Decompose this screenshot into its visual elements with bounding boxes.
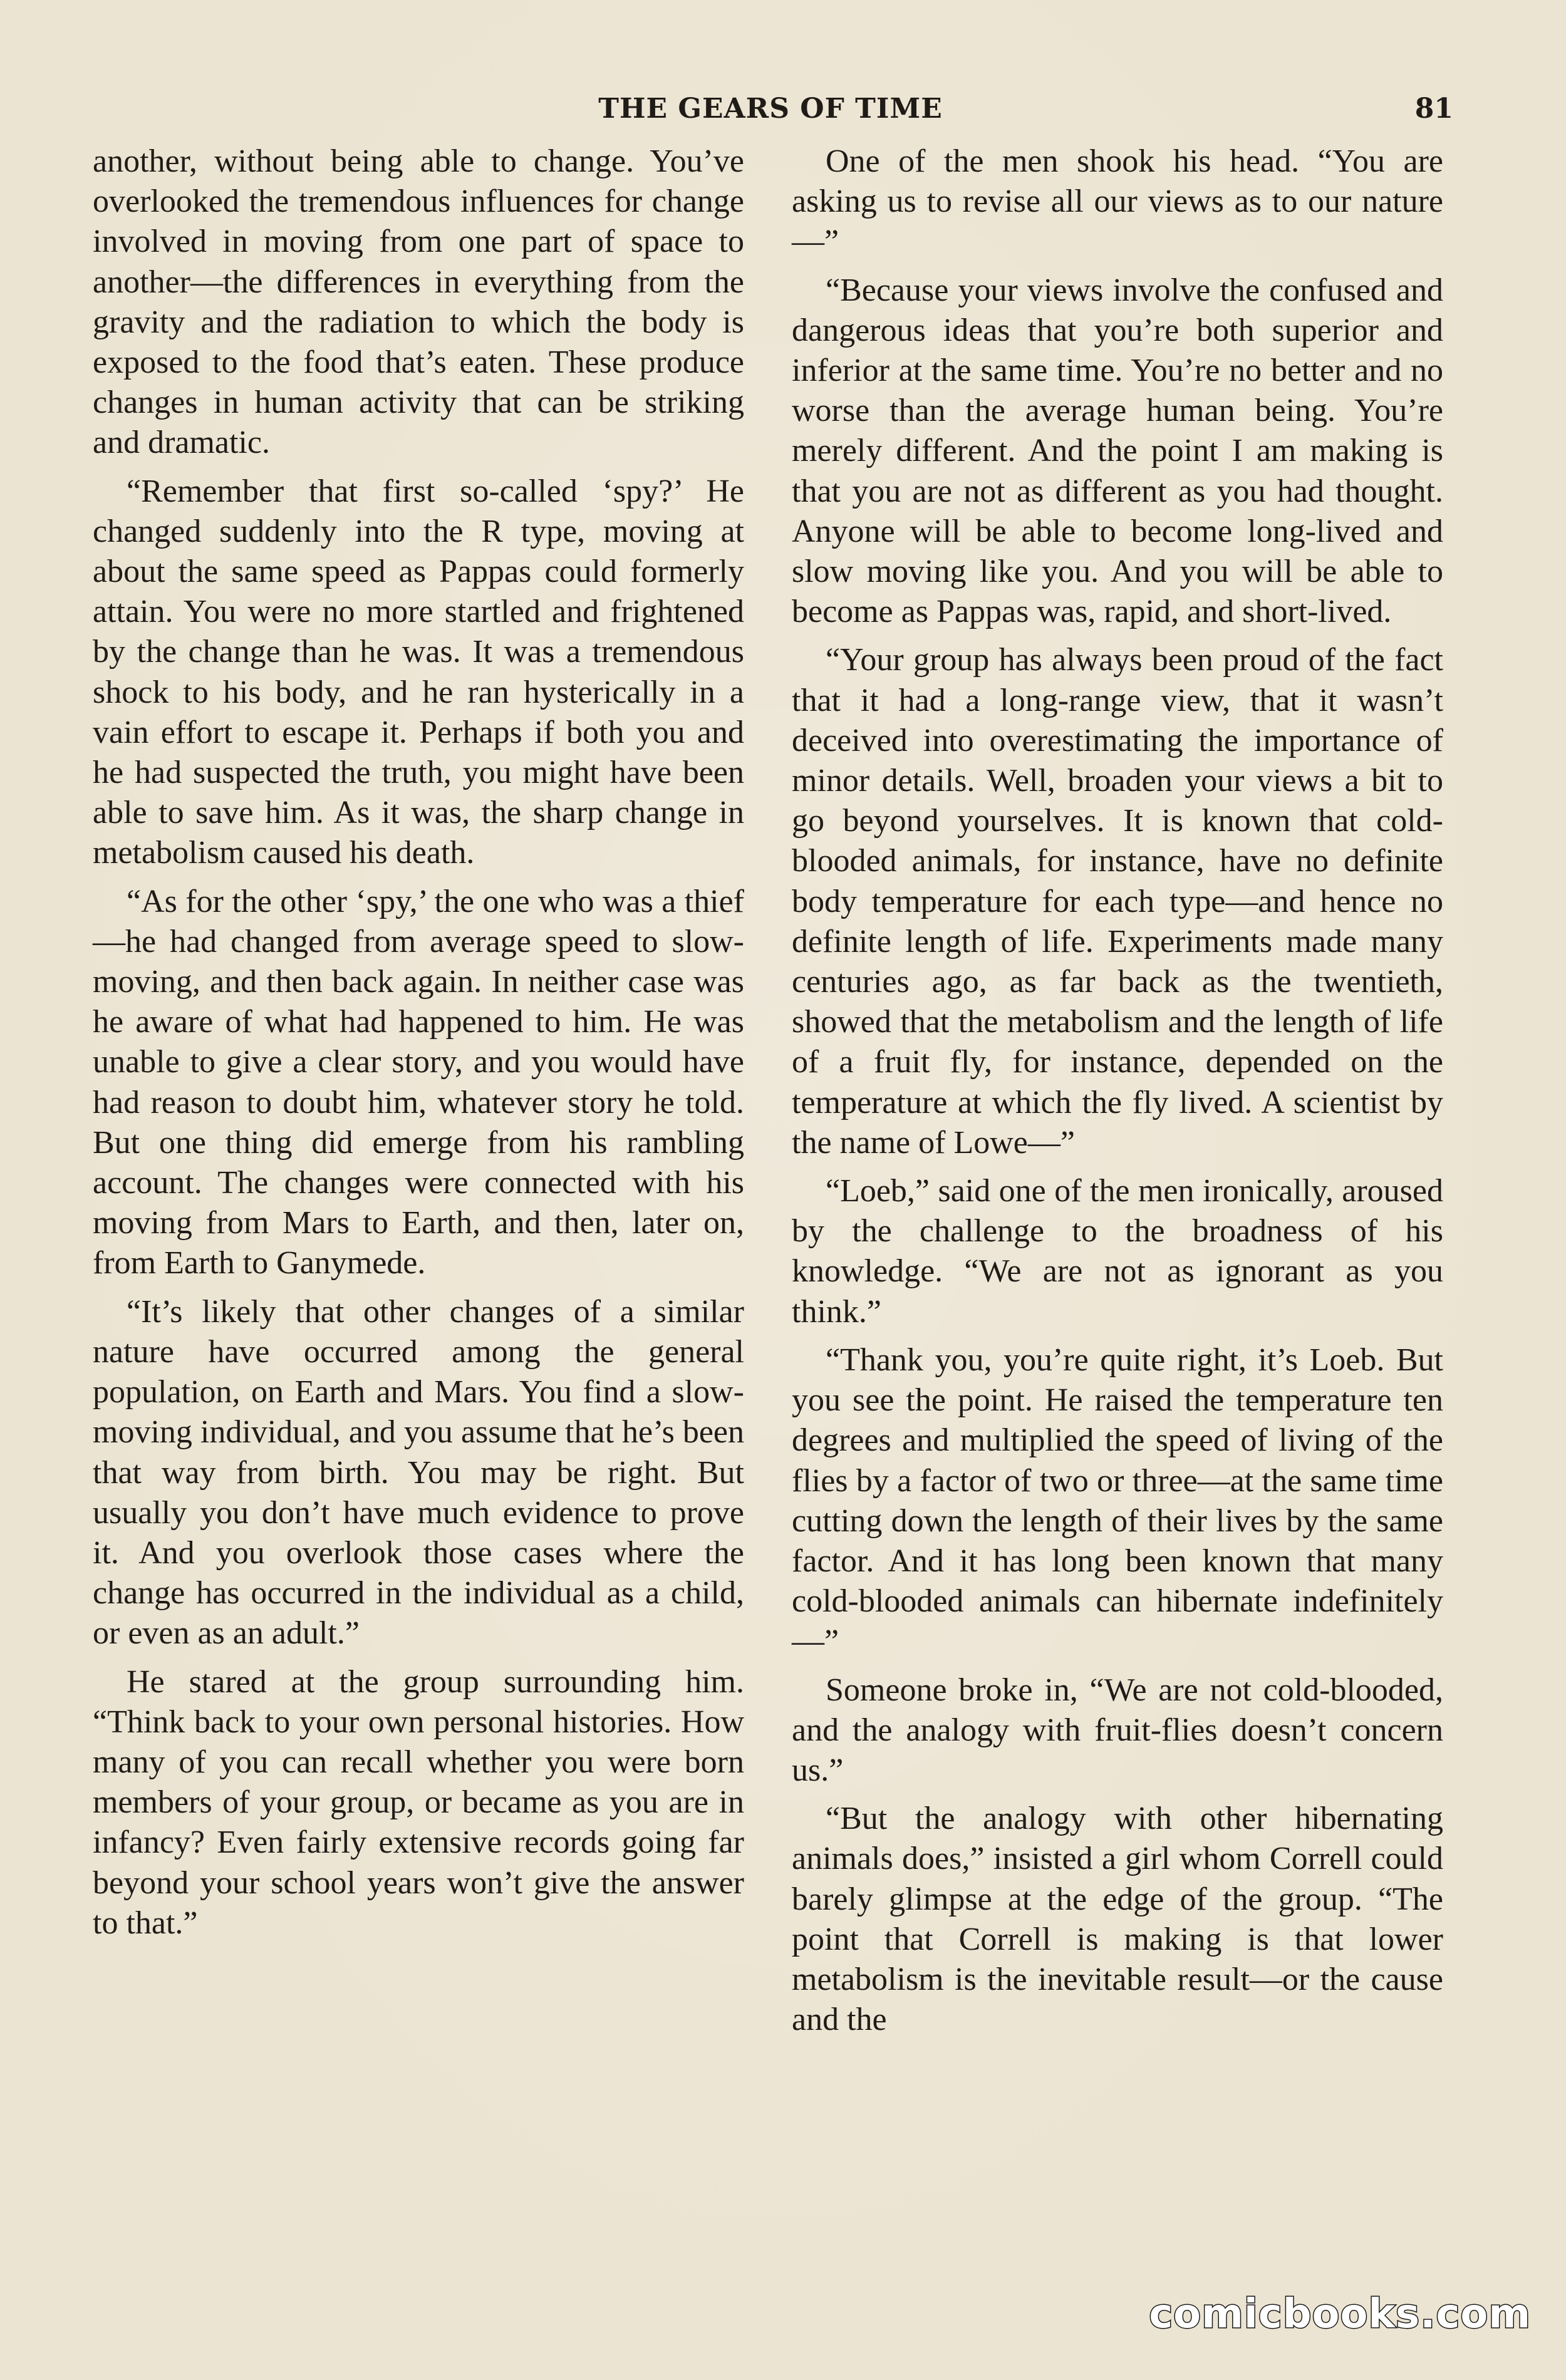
paragraph: “But the analogy with other hibernating animals does,” insisted a girl whom Correll could barely glimpse at the edge of the group. “The point that Correll is making is that lower metabolism is the inevitable result—or the cause and the [792,1801,1443,2038]
paragraph: “Remember that first so-called ‘spy?’ He changed suddenly into the R type, moving at about the same speed as Pappas could formerly attain. You were no more startled and frightened by the change than he was. It was a tremendous shock to his body, and he ran hysterically in a vain effort to escape it. Perhaps if both you and he had suspected the truth, you might have been able to save him. As it was, the sharp change in metabolism caused his death. [93,473,744,871]
watermark: comicbooks.com [1149,2291,1531,2337]
running-title: THE GEARS OF TIME [598,93,943,125]
paragraph: another, without being able to change. You’ve overlooked the tremendous influences for change involved in moving from one part of space to another—the differences in everything from the gravity and the radiation to which the body is exposed to the food that’s eaten. These produce changes in human activity that can be striking and dramatic. [93,143,744,461]
paragraph: “Loeb,” said one of the men ironically, aroused by the challenge to the broadness of his knowledge. “We are not as ignorant as you think.” [792,1173,1443,1330]
paragraph: “Your group has always been proud of the fact that it had a long-range view, that it wasn’t deceived into overestimating the importance of minor details. Well, broaden your views a bit to go beyond yourselves. It is known that cold-blooded animals, for instance, have no definite body temperature for each type—and hence no definite length of life. Experiments made many centuries ago, as far back as the twentieth, showed that the metabolism and the length of life of a fruit fly, for instance, depended on the temperature at which the fly lived. A scientist by the name of Lowe—” [792,642,1443,1161]
page-number: 81 [1414,93,1453,125]
paragraph: Someone broke in, “We are not cold-blooded, and the analogy with fruit-flies doesn’t concern us.” [792,1672,1443,1788]
running-head [88,93,1453,137]
right-column [792,142,1443,2048]
paragraph: “As for the other ‘spy,’ the one who was a thief—he had changed from average speed to slow-moving, and then back again. In neither case was he aware of what had happened to him. He was unable to give a clear story, and you would have had reason to doubt him, whatever story he told. But one thing did emerge from his rambling account. The changes were connected with his moving from Mars to Earth, and then, later on, from Earth to Ganymede. [93,883,744,1281]
left-column [93,142,744,1952]
paragraph: “Thank you, you’re quite right, it’s Loeb. But you see the point. He raised the temperature ten degrees and multiplied the speed of living of the flies by a factor of two or three—at the same time cutting down the length of their lives by the same factor. And it has long been known that many cold-blooded animals can hibernate indefinitely—” [792,1342,1443,1660]
paragraph: “It’s likely that other changes of a similar nature have occurred among the general population, on Earth and Mars. You find a slow-moving individual, and you assume that he’s been that way from birth. You may be right. But usually you don’t have much evidence to prove it. And you overlook those cases where the change has occurred in the individual as a child, or even as an adult.” [93,1293,744,1652]
paragraph: One of the men shook his head. “You are asking us to revise all our views as to our nature—” [792,143,1443,260]
paragraph: “Because your views involve the confused and dangerous ideas that you’re both superior and inferior at the same time. You’re no better and no worse than the average human being. You’re merely different. And the point I am making is that you are not as different as you had thought. Anyone will be able to become long-lived and slow moving like you. And you will be able to become as Pappas was, rapid, and short-lived. [792,272,1443,630]
paragraph: He stared at the group surrounding him. “Think back to your own personal histories. How many of you can recall whether you were born members of your group, or became as you are in infancy? Even fairly extensive records going far beyond your school years won’t give the answer to that.” [93,1663,744,1941]
